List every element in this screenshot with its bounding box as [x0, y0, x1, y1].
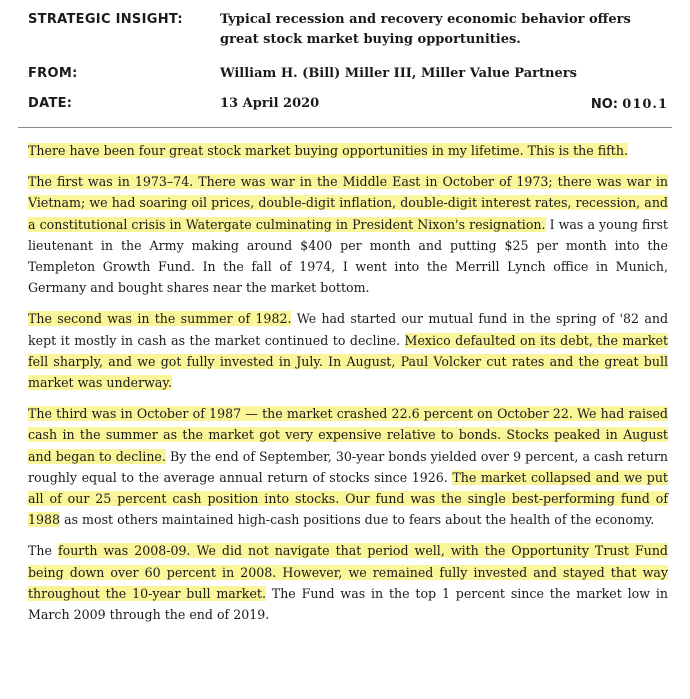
body-paragraph	[28, 540, 668, 625]
insight-label: STRATEGIC INSIGHT:	[28, 12, 183, 27]
body-text-segment: We had started our mutual fund in the spring of '82 and kept it mostly in cash as the market continued to decline.	[28, 311, 669, 348]
body-paragraph	[28, 140, 668, 161]
memo-number-value: 010.1	[622, 97, 668, 112]
memo-number-label: NO:	[590, 97, 618, 112]
insight-row	[28, 10, 668, 52]
from-row	[28, 64, 668, 86]
highlighted-text: The first was in 1973–74. There was war in the Middle East in October of 1973; there was war in Vietnam; we had soaring oil prices, double-digit inflation, double-digit interest rates, recession, and a constitutional crisis in Watergate culminating in President Nixon's resignation.	[28, 174, 668, 232]
body-text-segment: The Fund was in the top 1 percent since the market low in March 2009 through the end of 2019.	[28, 585, 668, 623]
highlighted-text: The second was in the summer of 1982.	[28, 311, 292, 327]
highlighted-text: The market collapsed and we put all of our 25 percent cash position into stocks. Our fund was the single best-performing fund of 1988	[28, 469, 668, 528]
highlighted-text: There have been four great stock market buying opportunities in my lifetime. This is the fifth.	[28, 143, 628, 158]
from-value: William H. (Bill) Miller III, Miller Value Partners	[220, 66, 577, 81]
body-paragraph	[28, 403, 668, 530]
insight-value-line2: great stock market buying opportunities.	[220, 32, 521, 47]
body-paragraph	[28, 308, 668, 393]
memo-number	[591, 94, 668, 115]
date-row	[28, 94, 668, 116]
body-text-segment: as most others maintained high-cash positions due to fears about the health of the economy.	[60, 512, 655, 528]
insight-value-line1: Typical recession and recovery economic behavior offers	[220, 12, 631, 27]
date-label: DATE:	[28, 96, 73, 111]
body-paragraph	[28, 171, 668, 298]
memo-body	[28, 140, 668, 635]
memo-header	[28, 10, 668, 116]
highlighted-text: The third was in October of 1987 — the market crashed 22.6 percent on October 22. We had raised cash in the summer as the market got very expensive relative to bonds. Stocks peaked in August and began to decline.	[28, 406, 668, 464]
body-text-segment: By the end of September, 30-year bonds yielded over 9 percent, a cash return roughly equal to the average annual return of stocks since 1926.	[28, 448, 668, 485]
body-text-segment: I was a young first lieutenant in the Army making around $400 per month and putting $25 per month into the Templeton Growth Fund. In the fall of 1974, I went into the Merrill Lynch office in Munich, Germany and bought shares near the market bottom.	[28, 216, 668, 296]
from-label: FROM:	[28, 66, 78, 81]
highlighted-text: fourth was 2008-09. We did not navigate that period well, with the Opportunity Trust Fund being down over 60 percent in 2008. However, we remained fully invested and stayed that way throughout the 10-year bull market.	[28, 543, 668, 601]
header-divider	[18, 127, 672, 128]
highlighted-text: Mexico defaulted on its debt, the market fell sharply, and we got fully invested in July. In August, Paul Volcker cut rates and the great bull market was underway.	[28, 332, 668, 391]
body-text-segment: The	[28, 543, 58, 559]
date-value: 13 April 2020	[220, 96, 320, 111]
